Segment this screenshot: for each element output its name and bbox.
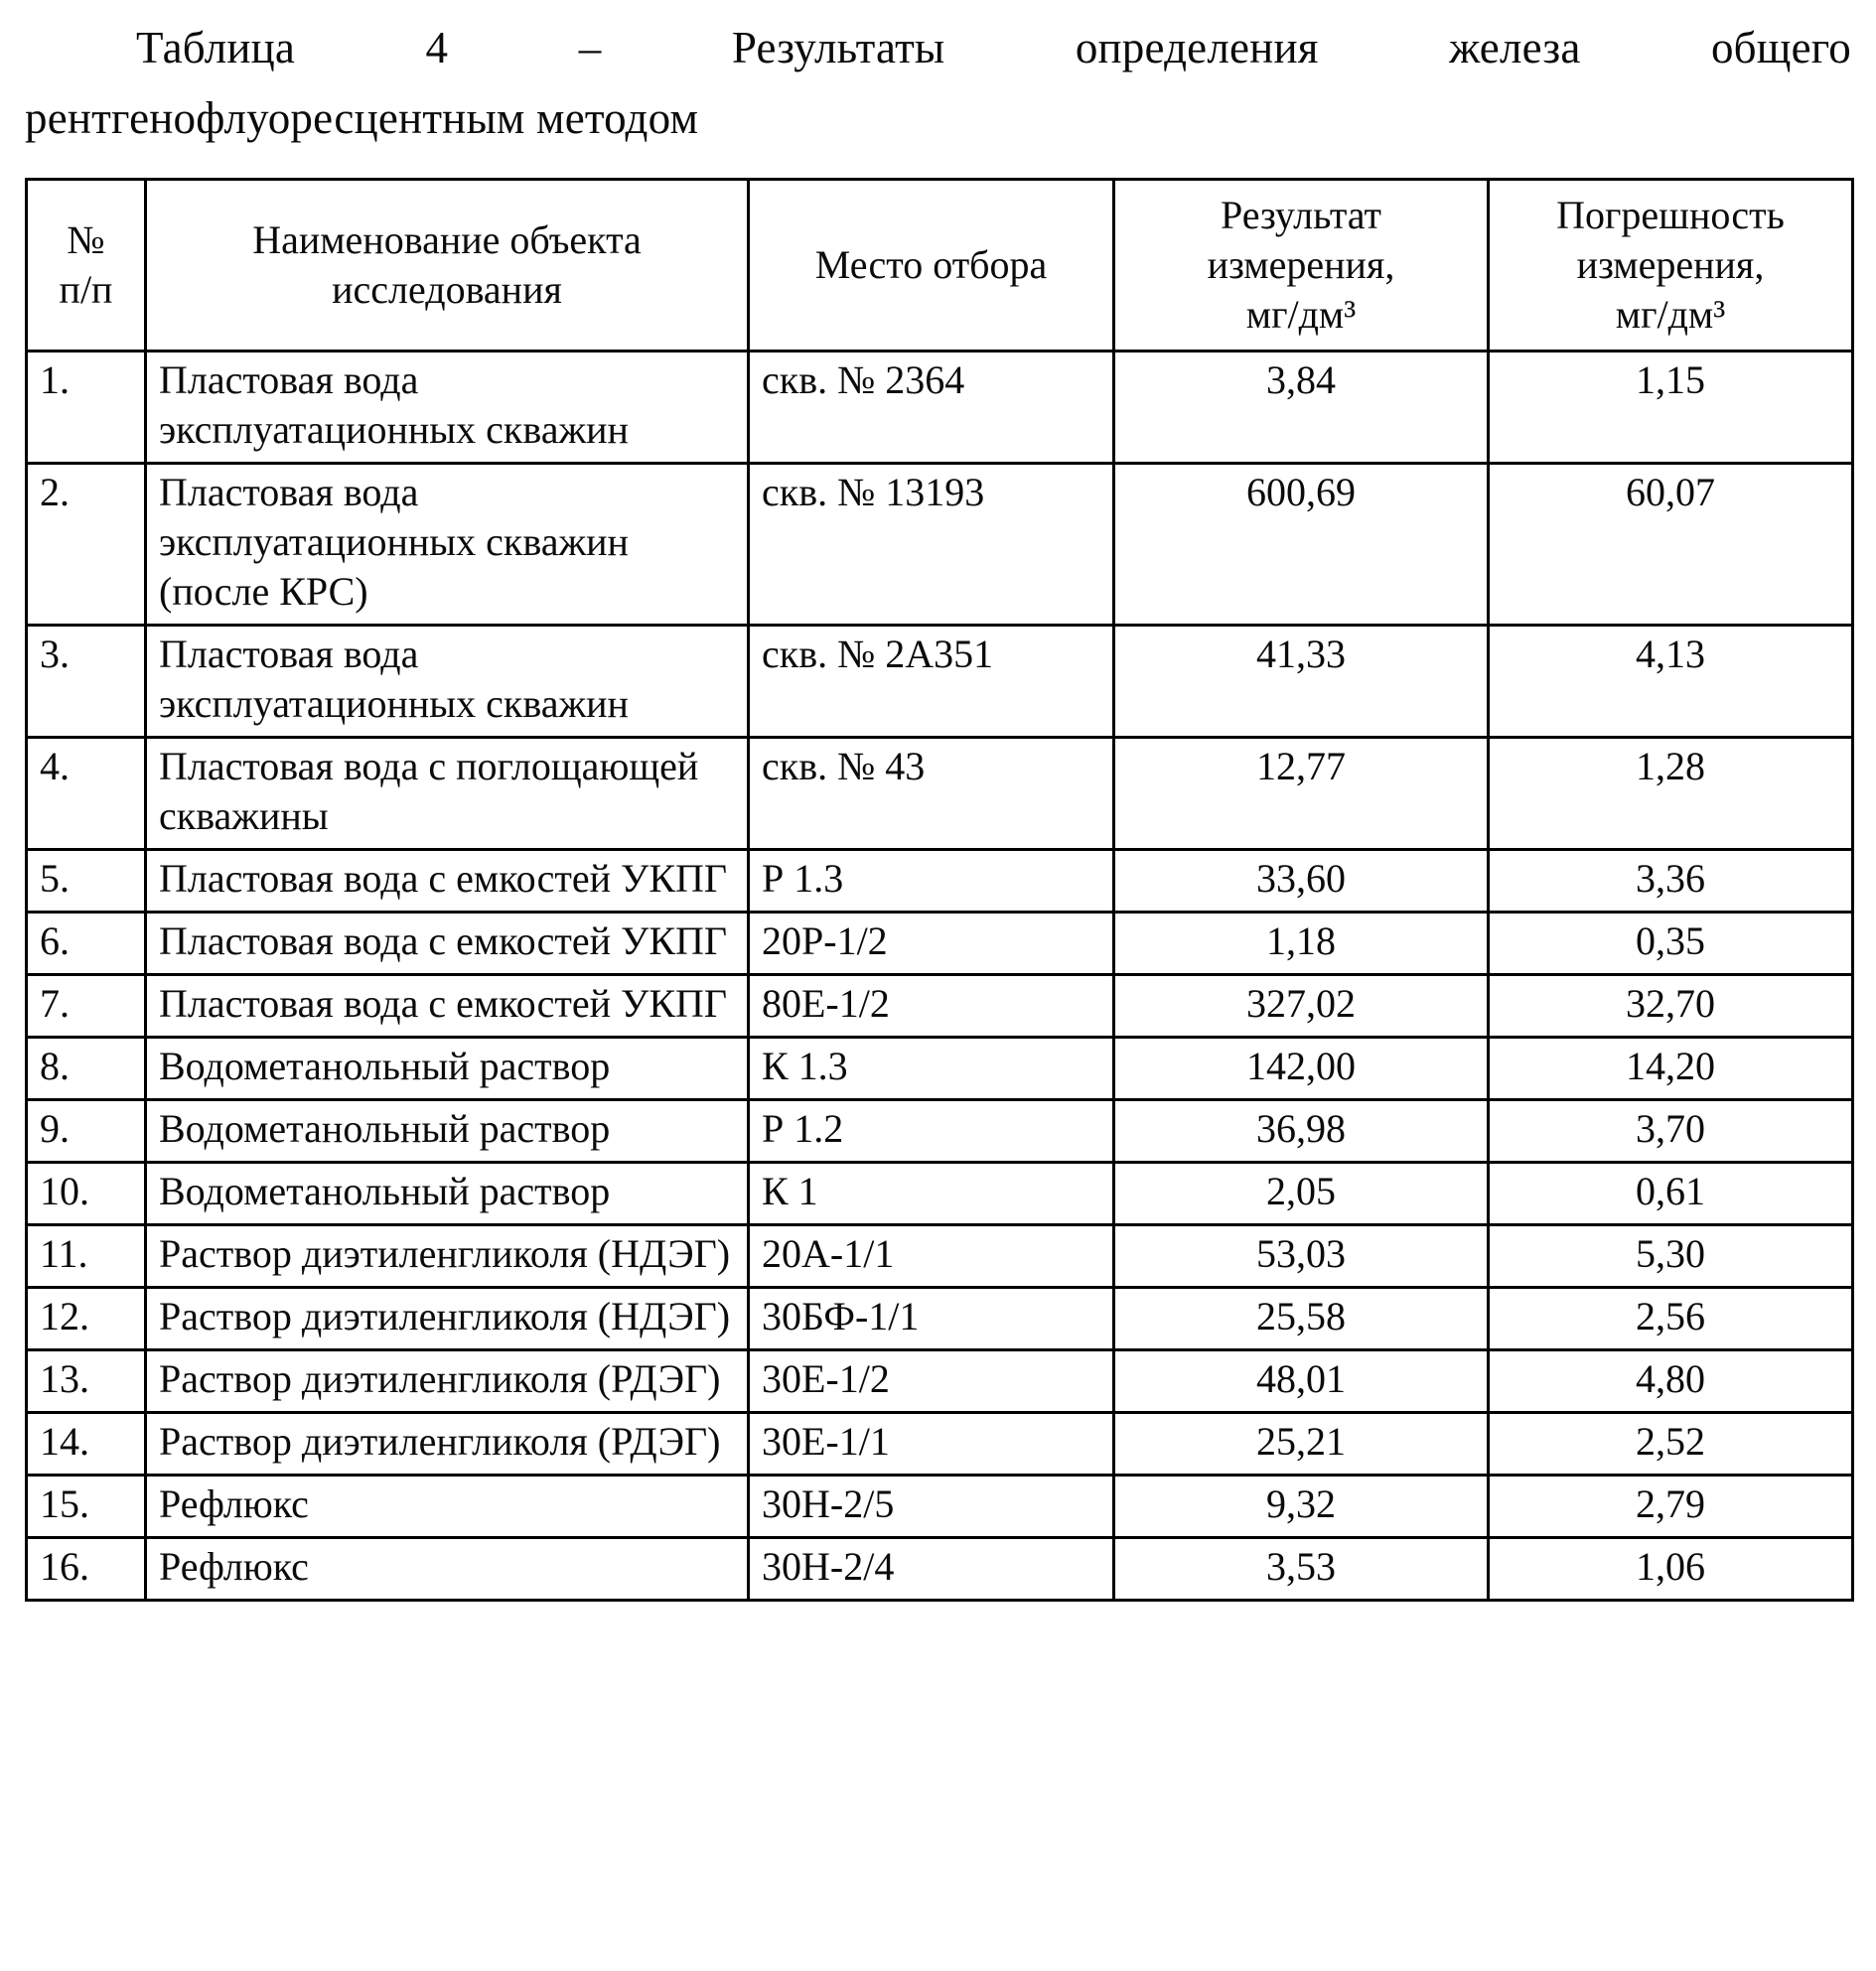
- table-row: [27, 625, 1853, 737]
- header-measurement-error: [1489, 179, 1853, 351]
- cell-measurement-result: 2,05: [1114, 1162, 1489, 1224]
- cell-sampling-place: Р 1.3: [749, 849, 1114, 912]
- cell-measurement-error: 2,52: [1489, 1412, 1853, 1475]
- table-caption-line2: рентгенофлуоресцентным методом: [25, 93, 699, 144]
- cell-measurement-result: 142,00: [1114, 1037, 1489, 1099]
- cell-measurement-result: 12,77: [1114, 737, 1489, 849]
- cell-measurement-result: 36,98: [1114, 1099, 1489, 1162]
- header-object-name: [146, 179, 749, 351]
- cell-object-name: Водометанольный раствор: [146, 1037, 749, 1099]
- cell-measurement-result: 327,02: [1114, 974, 1489, 1037]
- cell-row-number: 2.: [27, 463, 146, 625]
- cell-measurement-error: 0,35: [1489, 912, 1853, 974]
- cell-row-number: 9.: [27, 1099, 146, 1162]
- cell-row-number: 13.: [27, 1349, 146, 1412]
- cell-measurement-error: 4,13: [1489, 625, 1853, 737]
- cell-measurement-result: 48,01: [1114, 1349, 1489, 1412]
- cell-sampling-place: 20А-1/1: [749, 1224, 1114, 1287]
- cell-object-name: Раствор диэтиленгликоля (РДЭГ): [146, 1349, 749, 1412]
- header-num-line1: №: [67, 216, 105, 262]
- cell-sampling-place: 20Р-1/2: [749, 912, 1114, 974]
- cell-object-name: Пластовая вода с емкостей УКПГ: [146, 974, 749, 1037]
- cell-measurement-result: 41,33: [1114, 625, 1489, 737]
- header-sampling-place-line1: Место отбора: [814, 241, 1048, 287]
- table-row: [27, 1162, 1853, 1224]
- header-measurement-result-line1: Результат: [1220, 192, 1381, 237]
- header-sampling-place: [749, 179, 1114, 351]
- table-body: [27, 351, 1853, 1600]
- cell-row-number: 8.: [27, 1037, 146, 1099]
- cell-sampling-place: 30Н-2/4: [749, 1537, 1114, 1600]
- table-row: [27, 737, 1853, 849]
- cell-object-name: Раствор диэтиленгликоля (РДЭГ): [146, 1412, 749, 1475]
- cell-object-name: Пластовая вода эксплуатационных скважин: [146, 351, 749, 463]
- header-measurement-error-line1: Погрешность: [1556, 192, 1785, 237]
- cell-object-name: Раствор диэтиленгликоля (НДЭГ): [146, 1224, 749, 1287]
- cell-object-name: Пластовая вода эксплуатационных скважин: [146, 625, 749, 737]
- cell-measurement-result: 25,58: [1114, 1287, 1489, 1349]
- cell-object-name: Раствор диэтиленгликоля (НДЭГ): [146, 1287, 749, 1349]
- cell-sampling-place: скв. № 2А351: [749, 625, 1114, 737]
- table-row: [27, 1224, 1853, 1287]
- cell-object-name: Пластовая вода эксплуатационных скважин (после КРС): [146, 463, 749, 625]
- cell-sampling-place: 30Е-1/2: [749, 1349, 1114, 1412]
- cell-measurement-result: 1,18: [1114, 912, 1489, 974]
- cell-row-number: 14.: [27, 1412, 146, 1475]
- table-row: [27, 1412, 1853, 1475]
- cell-sampling-place: скв. № 2364: [749, 351, 1114, 463]
- table-caption-line1: Таблица 4 – Результаты определения железа общего: [136, 23, 1851, 72]
- cell-measurement-error: 5,30: [1489, 1224, 1853, 1287]
- table-row: [27, 849, 1853, 912]
- cell-measurement-error: 4,80: [1489, 1349, 1853, 1412]
- cell-row-number: 12.: [27, 1287, 146, 1349]
- cell-measurement-result: 25,21: [1114, 1412, 1489, 1475]
- cell-measurement-error: 1,28: [1489, 737, 1853, 849]
- header-num: [27, 179, 146, 351]
- cell-measurement-error: 3,36: [1489, 849, 1853, 912]
- header-measurement-result: [1114, 179, 1489, 351]
- cell-measurement-error: 2,56: [1489, 1287, 1853, 1349]
- cell-row-number: 5.: [27, 849, 146, 912]
- cell-measurement-error: 1,15: [1489, 351, 1853, 463]
- cell-measurement-result: 9,32: [1114, 1475, 1489, 1537]
- cell-measurement-result: 53,03: [1114, 1224, 1489, 1287]
- header-measurement-error-line3: мг/дм³: [1615, 291, 1726, 337]
- table-header: [27, 179, 1853, 351]
- cell-row-number: 3.: [27, 625, 146, 737]
- cell-measurement-error: 1,06: [1489, 1537, 1853, 1600]
- cell-measurement-result: 3,84: [1114, 351, 1489, 463]
- header-measurement-error-line2: измерения,: [1576, 241, 1765, 287]
- table-row: [27, 974, 1853, 1037]
- cell-row-number: 7.: [27, 974, 146, 1037]
- table-row: [27, 912, 1853, 974]
- header-measurement-result-line2: измерения,: [1207, 241, 1395, 287]
- table-row: [27, 1099, 1853, 1162]
- table-row: [27, 1037, 1853, 1099]
- cell-sampling-place: 30Е-1/1: [749, 1412, 1114, 1475]
- cell-measurement-error: 14,20: [1489, 1037, 1853, 1099]
- cell-sampling-place: К 1: [749, 1162, 1114, 1224]
- cell-measurement-error: 32,70: [1489, 974, 1853, 1037]
- cell-measurement-error: 3,70: [1489, 1099, 1853, 1162]
- cell-measurement-error: 0,61: [1489, 1162, 1853, 1224]
- cell-measurement-error: 60,07: [1489, 463, 1853, 625]
- header-object-name-line2: исследования: [332, 266, 562, 312]
- table-row: [27, 1475, 1853, 1537]
- cell-sampling-place: 30Н-2/5: [749, 1475, 1114, 1537]
- cell-sampling-place: скв. № 13193: [749, 463, 1114, 625]
- cell-object-name: Пластовая вода с емкостей УКПГ: [146, 849, 749, 912]
- cell-sampling-place: 80Е-1/2: [749, 974, 1114, 1037]
- cell-object-name: Рефлюкс: [146, 1475, 749, 1537]
- cell-measurement-result: 33,60: [1114, 849, 1489, 912]
- cell-sampling-place: Р 1.2: [749, 1099, 1114, 1162]
- header-num-line2: п/п: [59, 266, 113, 312]
- cell-measurement-result: 3,53: [1114, 1537, 1489, 1600]
- header-object-name-line1: Наименование объекта: [252, 216, 642, 262]
- cell-measurement-result: 600,69: [1114, 463, 1489, 625]
- cell-sampling-place: скв. № 43: [749, 737, 1114, 849]
- table-row: [27, 351, 1853, 463]
- cell-row-number: 4.: [27, 737, 146, 849]
- cell-row-number: 15.: [27, 1475, 146, 1537]
- cell-sampling-place: К 1.3: [749, 1037, 1114, 1099]
- cell-object-name: Водометанольный раствор: [146, 1162, 749, 1224]
- table-row: [27, 1349, 1853, 1412]
- cell-row-number: 6.: [27, 912, 146, 974]
- cell-measurement-error: 2,79: [1489, 1475, 1853, 1537]
- header-measurement-result-line3: мг/дм³: [1245, 291, 1357, 337]
- cell-object-name: Водометанольный раствор: [146, 1099, 749, 1162]
- cell-object-name: Пластовая вода с поглощающей скважины: [146, 737, 749, 849]
- table-row: [27, 1537, 1853, 1600]
- cell-row-number: 11.: [27, 1224, 146, 1287]
- cell-sampling-place: 30БФ-1/1: [749, 1287, 1114, 1349]
- table-row: [27, 1287, 1853, 1349]
- header-row: [27, 179, 1853, 351]
- cell-row-number: 1.: [27, 351, 146, 463]
- cell-object-name: Пластовая вода с емкостей УКПГ: [146, 912, 749, 974]
- results-table: [25, 178, 1854, 1602]
- cell-object-name: Рефлюкс: [146, 1537, 749, 1600]
- table-row: [27, 463, 1853, 625]
- cell-row-number: 16.: [27, 1537, 146, 1600]
- cell-row-number: 10.: [27, 1162, 146, 1224]
